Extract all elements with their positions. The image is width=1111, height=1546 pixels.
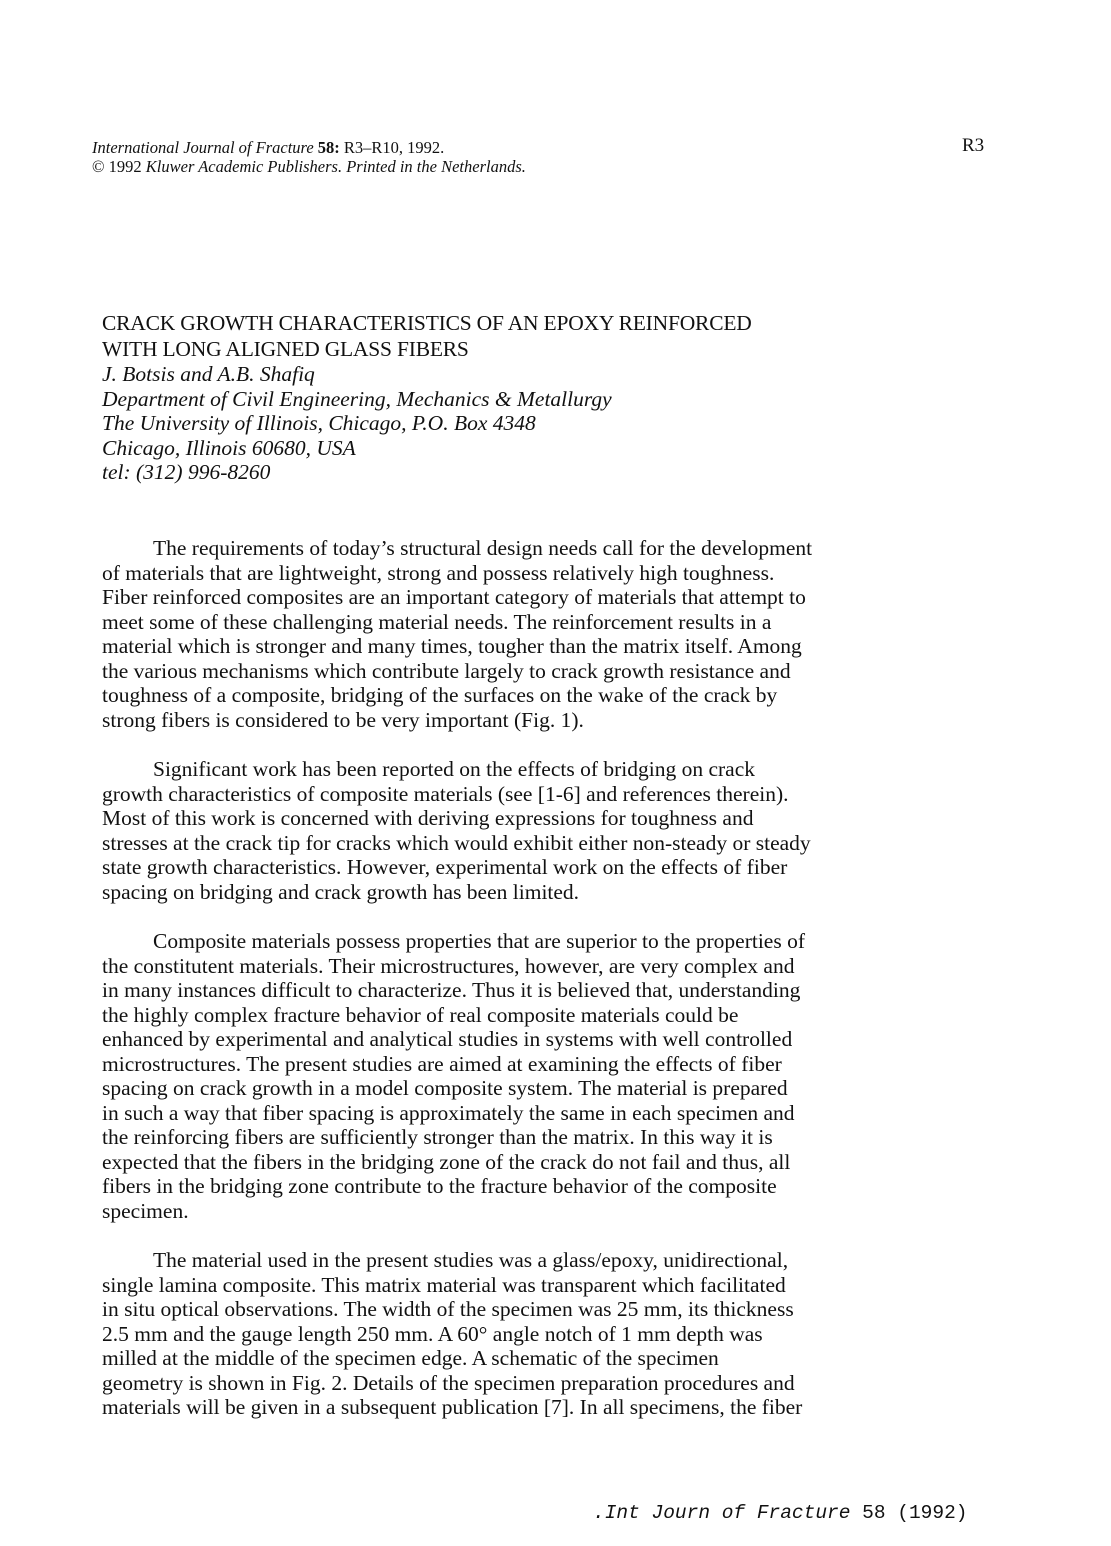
text-line: the highly complex fracture behavior of real composite materials could be: [102, 1002, 739, 1027]
affiliation-phone: tel: (312) 996-8260: [102, 460, 271, 484]
text-line: The material used in the present studies was a glass/epoxy, unidirectional,: [153, 1248, 789, 1272]
footer-journal-abbrev: .Int Journ of Fracture: [593, 1502, 851, 1524]
text-line: growth characteristics of composite materials (see [1-6] and references therein).: [102, 781, 789, 806]
text-line: the constitutent materials. Their microstructures, however, are very complex and: [102, 953, 795, 978]
text-line: meet some of these challenging material needs. The reinforcement results in a: [102, 609, 772, 634]
text-line: specimen.: [102, 1198, 189, 1223]
text-line: geometry is shown in Fig. 2. Details of the specimen preparation procedures and: [102, 1370, 795, 1395]
text-line: spacing on crack growth in a model composite system. The material is prepared: [102, 1076, 788, 1100]
copyright-line: [92, 157, 526, 176]
article-title-line: WITH LONG ALIGNED GLASS FIBERS: [102, 337, 469, 361]
affiliation-department: Department of Civil Engineering, Mechanics & Metallurgy: [102, 386, 612, 411]
affiliation-city: Chicago, Illinois 60680, USA: [102, 435, 356, 460]
text-line: in many instances difficult to characterize. Thus it is believed that, understanding: [102, 978, 801, 1002]
page-footer: [593, 1502, 967, 1524]
text-line: the reinforcing fibers are sufficiently stronger than the matrix. In this way it is: [102, 1125, 773, 1149]
journal-citation-header: [92, 138, 526, 176]
text-line: material which is stronger and many times, tougher than the matrix itself. Among: [102, 634, 802, 658]
text-line: state growth characteristics. However, experimental work on the effects of fiber: [102, 855, 788, 879]
text-line: expected that the fibers in the bridging zone of the crack do not fail and thus, all: [102, 1149, 791, 1174]
publisher-notice: Kluwer Academic Publishers. Printed in the Netherlands.: [145, 157, 526, 176]
text-line: Significant work has been reported on the effects of bridging on crack: [153, 757, 755, 781]
copyright-year: © 1992: [92, 157, 142, 176]
text-line: materials will be given in a subsequent publication [7]. In all specimens, the fiber: [102, 1395, 803, 1419]
text-line: Fiber reinforced composites are an important category of materials that attempt to: [102, 585, 806, 609]
footer-volume-year: 58 (1992): [862, 1502, 968, 1524]
article-title-line: CRACK GROWTH CHARACTERISTICS OF AN EPOXY REINFORCED: [102, 311, 752, 335]
journal-name: International Journal of Fracture: [92, 138, 314, 157]
text-line: Composite materials possess properties that are superior to the properties of: [153, 929, 806, 953]
affiliation-university: The University of Illinois, Chicago, P.O. Box 4348: [102, 411, 536, 435]
text-line: enhanced by experimental and analytical studies in systems with well controlled: [102, 1027, 793, 1051]
page-number: R3: [962, 135, 985, 156]
text-line: spacing on bridging and crack growth has been limited.: [102, 879, 580, 904]
text-line: the various mechanisms which contribute largely to crack growth resistance and: [102, 658, 791, 683]
journal-volume: 58:: [317, 138, 340, 157]
text-line: 2.5 mm and the gauge length 250 mm. A 60° angle notch of 1 mm depth was: [102, 1321, 763, 1346]
journal-pages-year: R3–R10, 1992.: [343, 138, 445, 157]
text-line: in such a way that fiber spacing is approximately the same in each specimen and: [102, 1100, 795, 1125]
text-line: strong fibers is considered to be very important (Fig. 1).: [102, 707, 584, 732]
text-line: toughness of a composite, bridging of the surfaces on the wake of the crack by: [102, 683, 778, 707]
article-body: [102, 536, 932, 1445]
text-line: stresses at the crack tip for cracks which would exhibit either non-steady or steady: [102, 830, 811, 855]
journal-citation-line: [92, 138, 526, 157]
author-affiliation-block: [102, 362, 612, 485]
body-paragraph-2: [102, 757, 932, 904]
text-line: fibers in the bridging zone contribute to the fracture behavior of the composite: [102, 1174, 777, 1198]
text-line: in situ optical observations. The width of the specimen was 25 mm, its thickness: [102, 1297, 794, 1321]
text-line: milled at the middle of the specimen edge. A schematic of the specimen: [102, 1346, 719, 1370]
body-paragraph-1: [102, 536, 932, 732]
text-line: The requirements of today’s structural design needs call for the development: [153, 536, 813, 560]
text-line: Most of this work is concerned with deriving expressions for toughness and: [102, 806, 754, 830]
body-paragraph-3: [102, 929, 932, 1223]
author-names: J. Botsis and A.B. Shafiq: [102, 362, 315, 386]
body-paragraph-4: [102, 1248, 932, 1420]
article-title: [102, 310, 752, 362]
text-line: microstructures. The present studies are aimed at examining the effects of fiber: [102, 1051, 782, 1076]
text-line: single lamina composite. This matrix material was transparent which facilitated: [102, 1272, 786, 1297]
text-line: of materials that are lightweight, strong and possess relatively high toughness.: [102, 560, 775, 585]
